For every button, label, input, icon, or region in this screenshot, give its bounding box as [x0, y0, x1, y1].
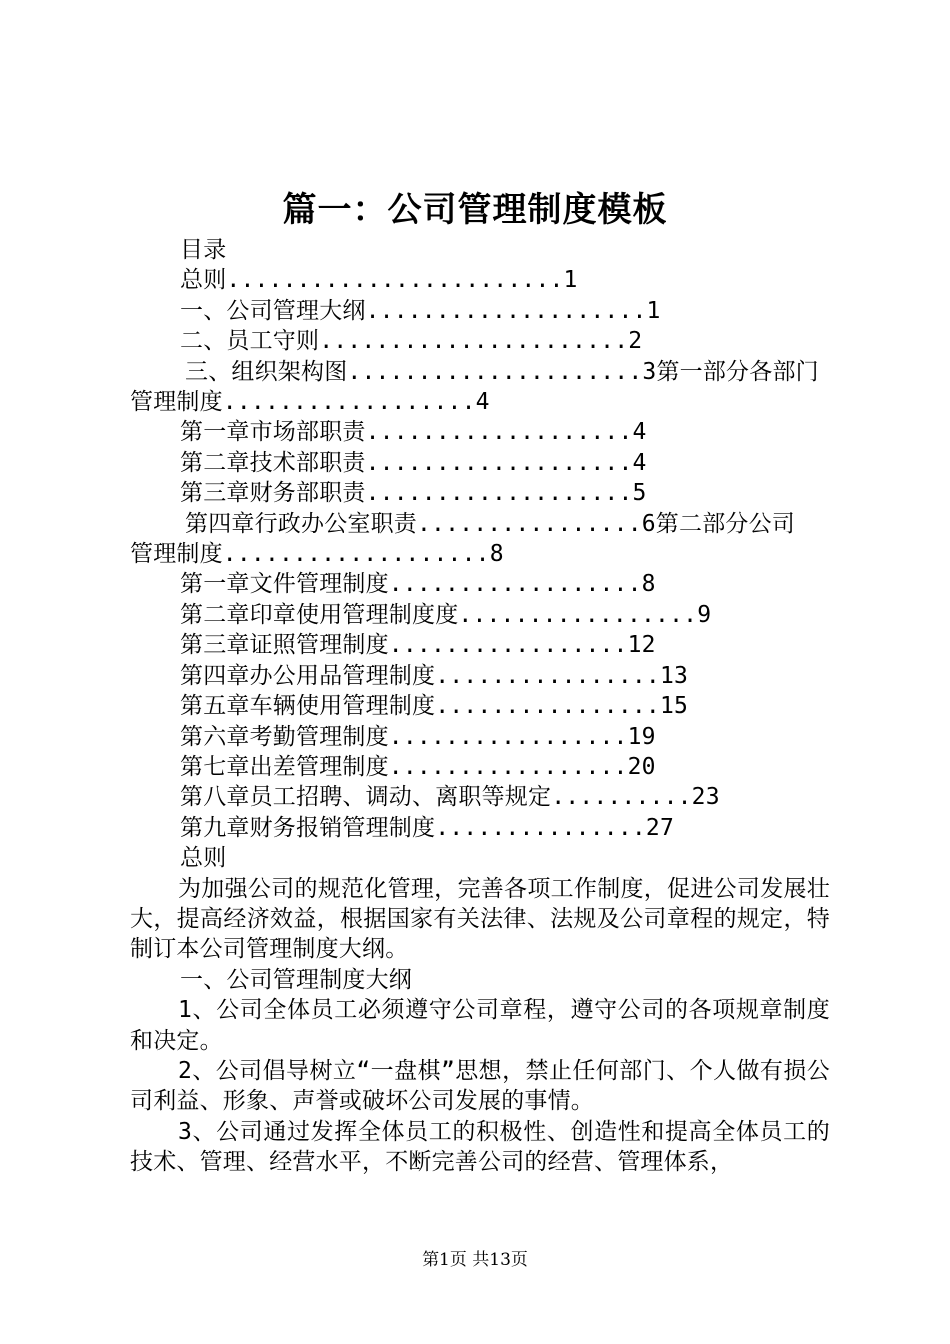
toc-entry: 第九章财务报销管理制度...............27 — [180, 814, 675, 841]
list-item: 1、公司全体员工必须遵守公司章程，遵守公司的各项规章制度和决定。 — [130, 997, 830, 1054]
toc-entry: 总则........................1 — [180, 267, 578, 294]
toc-entry: 管理制度..................4 — [130, 389, 490, 416]
toc-entry: 第二章印章使用管理制度度.................9 — [180, 601, 712, 628]
toc-entry: 第一章市场部职责...................4 — [180, 419, 647, 446]
document-title: 篇一：公司管理制度模板 — [282, 190, 668, 230]
toc-entry: 第四章办公用品管理制度................13 — [180, 662, 689, 689]
list-item: 3、公司通过发挥全体员工的积极性、创造性和提高全体员工的技术、管理、经营水平，不断完善公司的经营、管理体系， — [130, 1118, 830, 1176]
document-body — [130, 235, 830, 1178]
section-heading-outline: 一、公司管理制度大纲 — [180, 966, 412, 993]
toc-entry: 第二章技术部职责...................4 — [180, 449, 647, 476]
toc-entry: 一、公司管理大纲....................1 — [180, 297, 661, 324]
toc-heading: 目录 — [180, 237, 227, 263]
toc-entry: 第八章员工招聘、调动、离职等规定..........23 — [180, 784, 720, 811]
toc-entry: 第七章出差管理制度.................20 — [180, 753, 656, 780]
toc-entry: 第六章考勤管理制度.................19 — [180, 723, 656, 750]
page-footer: 第1页 共13页 — [422, 1250, 528, 1270]
paragraph-general: 为加强公司的规范化管理，完善各项工作制度，促进公司发展壮大，提高经济效益，根据国家有关法律、法规及公司章程的规定，特制订本公司管理制度大纲。 — [130, 875, 830, 963]
toc-entry: 三、组织架构图.....................3第一部分各部门 — [185, 358, 819, 385]
toc-entry: 二、员工守则......................2 — [180, 328, 643, 355]
toc-entry: 管理制度...................8 — [130, 541, 504, 568]
section-heading-general: 总则 — [180, 845, 227, 872]
toc-entry: 第三章财务部职责...................5 — [180, 480, 647, 507]
toc-entry: 第四章行政办公室职责................6第二部分公司 — [185, 510, 796, 537]
toc-entry: 第三章证照管理制度.................12 — [180, 632, 656, 659]
toc-entry: 第五章车辆使用管理制度................15 — [180, 693, 689, 720]
list-item: 2、公司倡导树立“一盘棋”思想，禁止任何部门、个人做有损公司利益、形象、声誉或破坏公司发展的事情。 — [130, 1057, 830, 1115]
toc-entry: 第一章文件管理制度..................8 — [180, 571, 656, 598]
